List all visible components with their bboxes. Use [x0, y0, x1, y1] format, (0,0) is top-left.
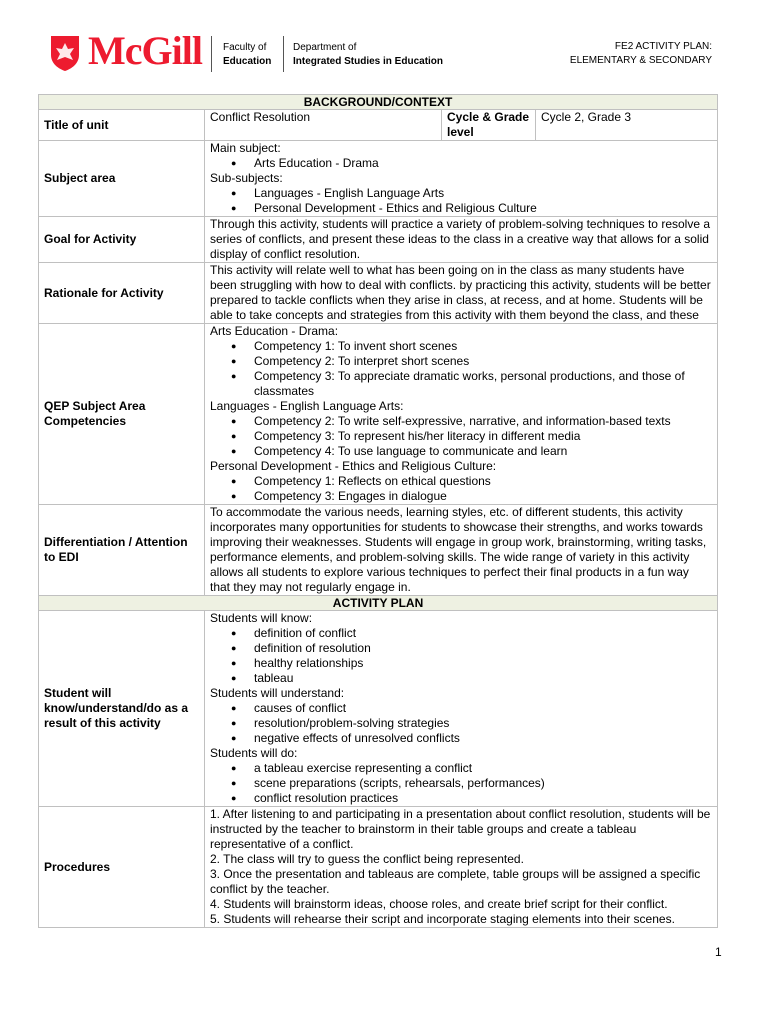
- procedures-label: Procedures: [39, 807, 205, 928]
- list-item: ● Competency 3: To appreciate dramatic works, personal productions, and those of classmates: [254, 369, 712, 399]
- list-item: ● Competency 1: Reflects on ethical questions: [254, 474, 712, 489]
- qep-content: Arts Education - Drama: ● Competency 1: To invent short scenes ● Competency 2: To interpret short scenes ● Competency 3: To appreciate dramatic works, personal productions, and those of classmates Languages - English Language Arts: ● Competency 2: To write self-expressive, narrative, and information-based texts ● Competency 3: To represent his/her literacy in different media ● Competency 4: To use language to communicate and learn Personal Development - Ethics and Religious Culture: ● Competency 1: Reflects on ethical questions ● Competency 3: Engages in dialogue: [205, 324, 718, 505]
- list-item: ● Competency 3: Engages in dialogue: [254, 489, 712, 504]
- activity-plan-title: FE2 ACTIVITY PLAN: ELEMENTARY & SECONDARY: [569, 41, 712, 66]
- differentiation-label: Differentiation / Attention to EDI: [39, 505, 205, 596]
- procedure-step: 1. After listening to and participating in a presentation about conflict resolution, students will be instructed by the teacher to brainstorm in their table groups and create a tableau representative of a conflict.: [210, 807, 711, 851]
- procedure-step: 3. Once the presentation and tableaus are complete, table groups will be assigned a specific conflict by the teacher.: [210, 867, 701, 896]
- subject-area-label: Subject area: [39, 141, 205, 217]
- header-divider: [211, 36, 212, 72]
- section-header-row: [39, 596, 718, 611]
- list-item: ● conflict resolution practices: [254, 791, 712, 806]
- list-item: ● Personal Development - Ethics and Religious Culture: [254, 201, 712, 216]
- title-of-unit-value: Conflict Resolution: [205, 110, 442, 141]
- subject-area-content: Main subject: ● Arts Education - Drama Sub-subjects: ● Languages - English Language Arts ● Personal Development - Ethics and Religious Culture: [205, 141, 718, 217]
- activity-plan-table: [38, 94, 718, 928]
- outcomes-content: Students will know: ● definition of conflict ● definition of resolution ● healthy relationships ● tableau Students will understand: ● causes of conflict ● resolution/problem-solving strategies ● negative effects of unresolved conflicts Students will do: ● a tableau exercise representing a conflict ● scene preparations (scripts, rehearsals, performances) ● conflict resolution practices: [205, 611, 718, 807]
- mcgill-logo-text: McGill: [88, 28, 202, 73]
- list-item: ● Languages - English Language Arts: [254, 186, 712, 201]
- outcomes-label: Student will know/understand/do as a result of this activity: [39, 611, 205, 807]
- header-divider: [283, 36, 284, 72]
- goal-label: Goal for Activity: [39, 217, 205, 263]
- faculty-label: Faculty of Education: [223, 42, 272, 67]
- procedure-step: 2. The class will try to guess the conflict being represented.: [210, 852, 524, 866]
- list-item: ● Competency 2: To interpret short scenes: [254, 354, 712, 369]
- list-item: ● Competency 2: To write self-expressive, narrative, and information-based texts: [254, 414, 712, 429]
- list-item: ● resolution/problem-solving strategies: [254, 716, 712, 731]
- section-background-header: BACKGROUND/CONTEXT: [39, 95, 718, 110]
- list-item: ● Competency 4: To use language to communicate and learn: [254, 444, 712, 459]
- list-item: ● negative effects of unresolved conflicts: [254, 731, 712, 746]
- differentiation-row: [39, 505, 718, 596]
- procedures-row: [39, 807, 718, 928]
- goal-row: [39, 217, 718, 263]
- outcomes-row: [39, 611, 718, 807]
- list-item: ● scene preparations (scripts, rehearsals, performances): [254, 776, 712, 791]
- list-item: ● Competency 1: To invent short scenes: [254, 339, 712, 354]
- list-item: ● tableau: [254, 671, 712, 686]
- rationale-label: Rationale for Activity: [39, 263, 205, 324]
- list-item: ● Competency 3: To represent his/her literacy in different media: [254, 429, 712, 444]
- list-item: ● causes of conflict: [254, 701, 712, 716]
- procedure-step: 4. Students will brainstorm ideas, choose roles, and create brief script for their conflict.: [210, 897, 668, 911]
- mcgill-crest-icon: [50, 35, 80, 71]
- cycle-grade-value: Cycle 2, Grade 3: [536, 110, 718, 141]
- section-header-row: [39, 95, 718, 110]
- list-item: ● definition of resolution: [254, 641, 712, 656]
- list-item: ● healthy relationships: [254, 656, 712, 671]
- qep-label: QEP Subject Area Competencies: [39, 324, 205, 505]
- rationale-text: This activity will relate well to what has been going on in the class as many students have been struggling with how to deal with conflicts. by practicing this activity, students will be better prepared to tackle conflicts when they arise in class, at recess, and at home. Students will be able to take concepts and strategies from this activity with them beyond the class, and these: [205, 263, 718, 324]
- cycle-grade-label: Cycle & Grade level: [442, 110, 536, 141]
- qep-row: [39, 324, 718, 505]
- section-activity-header: ACTIVITY PLAN: [39, 596, 718, 611]
- title-row: [39, 110, 718, 141]
- list-item: ● a tableau exercise representing a conflict: [254, 761, 712, 776]
- differentiation-text: To accommodate the various needs, learning styles, etc. of different students, this activity incorporates many opportunities for students to showcase their strengths, and works towards improving their weaknesses. Students will engage in group work, brainstorming, writing tasks, performance elements, and problem-solving skills. The wide range of variety in this activity allows all students to explore various techniques to perfect their final products in a fun way that they may not regularly engage in.: [205, 505, 718, 596]
- procedure-step: 5. Students will rehearse their script and incorporate staging elements into their scenes.: [210, 912, 675, 926]
- list-item: ● Arts Education - Drama: [254, 156, 712, 171]
- subject-area-row: [39, 141, 718, 217]
- page-number: 1: [715, 945, 722, 959]
- document-header: [0, 0, 768, 90]
- department-label: Department of Integrated Studies in Education: [293, 42, 444, 67]
- rationale-row: [39, 263, 718, 324]
- procedures-content: [205, 807, 718, 928]
- goal-text: Through this activity, students will practice a variety of problem-solving techniques to resolve a series of conflicts, and present these ideas to the class in a creative way that allows for a solid display of conflict resolution.: [205, 217, 718, 263]
- list-item: ● definition of conflict: [254, 626, 712, 641]
- title-of-unit-label: Title of unit: [39, 110, 205, 141]
